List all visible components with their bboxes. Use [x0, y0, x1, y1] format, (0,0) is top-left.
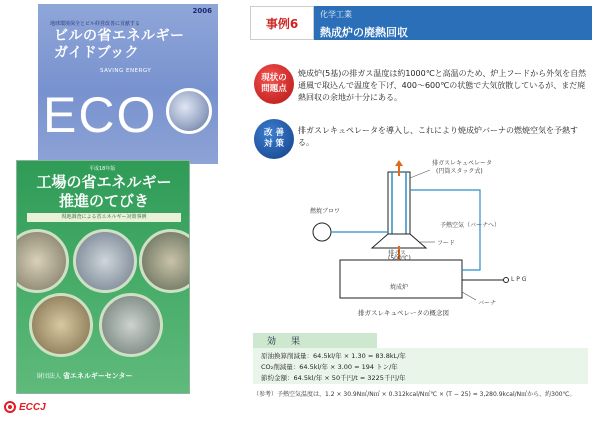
effect-header — [253, 333, 377, 348]
hood-label: フード — [437, 240, 455, 247]
exhaust-out-arrowhead — [395, 160, 403, 166]
effect-title: 効 果 — [267, 337, 304, 347]
book2-publisher-prefix: 財団法人 — [37, 373, 62, 380]
book2-publisher — [37, 371, 187, 381]
book2-title — [17, 173, 190, 211]
eccj-logo — [4, 400, 46, 414]
blower-label: 燃焼ブロワ — [310, 208, 341, 215]
case-category: 化学工業 — [320, 10, 352, 19]
lpg-valve-icon — [504, 278, 509, 283]
book1-title — [54, 28, 185, 62]
factory-guide-cover — [16, 160, 190, 394]
action-badge-line2: 対 策 — [264, 139, 284, 149]
case-number: 事例6 — [265, 16, 299, 31]
book2-title-line1: 工場の省エネルギー — [36, 173, 172, 191]
blower-icon — [313, 223, 331, 241]
case-header-bar — [314, 6, 592, 40]
recuperator-label-1: 排ガスレキュペレータ — [432, 160, 493, 167]
recuperator-diagram — [300, 160, 540, 325]
preheat-air-line — [410, 190, 480, 270]
problem-text: 焼成炉(5基)の排ガス温度は約1000℃と高温のため、炉上フードから外気を自然通風で取込んで温度を下げ、400～600℃の状態で大気放散しているが、まだ廃熱回収の余地が十分にある。 — [298, 69, 587, 102]
furnace — [340, 260, 462, 298]
furnace-label: 焼成炉 — [390, 284, 409, 291]
diagram-caption: 排ガスレキュペレータの概念図 — [358, 309, 449, 317]
book2-band: 現地調査による省エネルギー対策事例 — [27, 213, 181, 222]
factory-photo-circle — [16, 229, 69, 293]
book1-photo-circle — [166, 88, 212, 134]
problem-badge-line1: 現状の — [261, 73, 287, 83]
preheat-air-label: 予熱空気（バーナへ） — [440, 222, 501, 229]
exhaust-label-2: (500℃) — [388, 255, 411, 262]
book1-title-line1: ビルの省エネルギー — [54, 28, 185, 44]
exhaust-label-1: 排ガス — [388, 250, 407, 257]
action-badge — [254, 119, 294, 159]
eccj-logo-text: ECCJ — [19, 401, 46, 413]
leader-line — [410, 170, 430, 178]
hood — [372, 234, 426, 248]
book2-publisher-name: 省エネルギーセンター — [62, 372, 133, 380]
factory-photo-circle — [73, 229, 137, 293]
action-text: 排ガスレキュペレータを導入し、これにより焼成炉バーナの燃焼空気を予熱する。 — [298, 126, 578, 147]
problem-badge — [254, 64, 294, 104]
problem-badge-line2: 問題点 — [261, 84, 287, 94]
burner-label: バーナ — [478, 300, 497, 307]
book1-subtitle: 地球環境保全とビル経営改善に貢献する — [50, 21, 141, 27]
eccj-logo-icon — [4, 401, 16, 413]
building-guidebook-cover — [38, 4, 218, 164]
recuperator-label-2: (円筒スタック式) — [436, 168, 483, 175]
factory-photo-circle — [139, 229, 190, 293]
case-number-box — [250, 6, 314, 40]
effect-oil-reduction: 原油換算削減量：64.5kl/年 × 1.30 = 83.8kL/年 — [261, 352, 406, 360]
action-badge-line1: 改 善 — [264, 128, 284, 138]
lpg-label: L P G — [511, 276, 527, 283]
book1-title-line2: ガイドブック — [54, 45, 140, 61]
effect-co2-reduction: CO₂削減量：64.5kl/年 × 3.00 = 194 トン/年 — [261, 363, 398, 371]
book1-year: 2006 — [192, 7, 212, 15]
effect-body — [253, 348, 588, 384]
factory-photo-circle — [99, 293, 163, 357]
factory-photo-circle — [29, 293, 93, 357]
recuperator-diagram-svg — [300, 160, 540, 325]
effect-cost-saving: 節約金額：64.5kl/年 × 50千円/t = 3225千円/年 — [261, 374, 406, 382]
book2-year: 平成18年版 — [89, 166, 116, 172]
book1-english: SAVING ENERGY — [100, 68, 152, 74]
book1-eco-text: ECO — [43, 87, 158, 143]
book2-title-line2: 推進のてびき — [58, 192, 149, 210]
case-title: 熱成炉の廃熱回収 — [320, 26, 408, 39]
reference-note: （参考）予熱空気温度は、1.2 × 30.9N㎥/N㎥ × 0.312kcal/N㎥℃ × (T − 25) = 3,280.9kcal/N㎥から、約300℃。 — [253, 391, 576, 398]
leader-line — [462, 292, 476, 300]
